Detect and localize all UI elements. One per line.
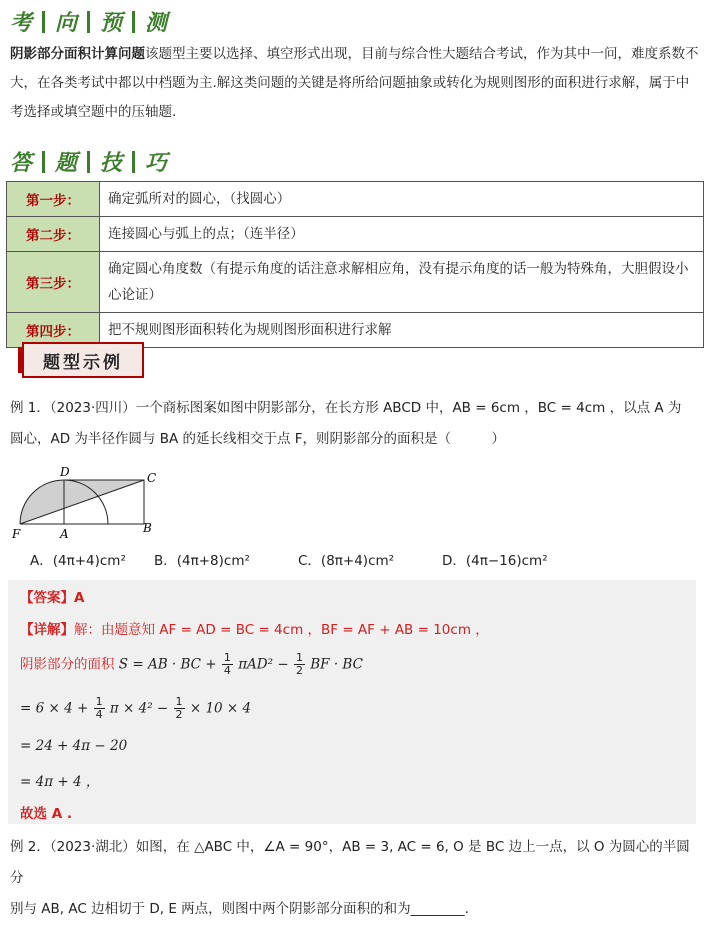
table-row xyxy=(7,217,704,252)
formula-line xyxy=(20,652,363,677)
fraction-half: $\frac{1}{2}$ xyxy=(175,695,183,721)
step-label: 第四步： xyxy=(7,313,100,348)
title-divider xyxy=(42,11,45,33)
intro-text: 该题型主要以选择、填空形式出现，目前与综合性大题结合考试，作为其中一问，难度系数不大，在各类考试中都以中档题为主.解这类问题的关键是将所给问题抽象或转化为规则图形的面积进行求解，属于中考选择或填空题中的压轴题. xyxy=(10,46,699,120)
calc-part: × 10 × 4 xyxy=(189,700,252,717)
fraction-half: $\frac{1}{2}$ xyxy=(295,651,303,677)
option-a: A．(4π+4)cm² xyxy=(30,553,126,569)
option-b: B．(4π+8)cm² xyxy=(154,553,250,569)
title-divider xyxy=(132,151,135,173)
detail-tag: 【详解】 xyxy=(20,622,74,638)
shade-label: 阴影部分的面积 xyxy=(20,656,115,673)
calc-step3: = 4π + 4 ， xyxy=(20,774,100,790)
title-char: 答 xyxy=(10,150,33,176)
conclusion: 故选 A . xyxy=(20,806,72,822)
answer-line xyxy=(20,586,84,606)
step-label: 第二步： xyxy=(7,217,100,252)
title-char: 巧 xyxy=(145,150,168,176)
intro-bold: 阴影部分面积计算问题 xyxy=(10,46,145,62)
table-row xyxy=(7,182,704,217)
steps-table xyxy=(6,181,704,348)
example2-line1: 例 2．（2023·湖北）如图，在 △ABC 中，∠A = 90°，AB = 3, AC = 6, O 是 BC 边上一点，以 O 为圆心的半圆分 xyxy=(10,839,690,886)
title-char: 题 xyxy=(55,150,78,176)
calc-step1 xyxy=(20,696,251,721)
step-text: 确定弧所对的圆心，（找圆心） xyxy=(100,182,704,217)
step-text: 把不规则图形面积转化为规则图形面积进行求解 xyxy=(100,313,704,348)
detail-line xyxy=(20,618,489,638)
answer-panel xyxy=(8,580,696,824)
title-divider xyxy=(42,151,45,173)
label-f: F xyxy=(12,527,21,541)
example2-question xyxy=(10,832,700,925)
example2-line2: 别与 AB, AC 边相切于 D, E 两点，则图中两个阴影部分面积的和为________. xyxy=(10,901,469,917)
step-label: 第三步： xyxy=(7,252,100,313)
title-divider xyxy=(87,11,90,33)
title-char: 测 xyxy=(145,10,168,36)
title-char: 预 xyxy=(100,10,123,36)
title-divider xyxy=(87,151,90,173)
forecast-section-title xyxy=(10,6,167,37)
fraction-quarter: $\frac{1}{4}$ xyxy=(223,651,231,677)
calc-part: π × 4² − xyxy=(109,700,169,717)
example1-line1: 例 1．（2023·四川）一个商标图案如图中阴影部分，在长方形 ABCD 中，AB = 6cm ，BC = 4cm ，以点 A 为 xyxy=(10,400,682,416)
option-c: C．(8π+4)cm² xyxy=(298,553,395,569)
title-divider xyxy=(132,11,135,33)
label-d: D xyxy=(60,465,70,479)
formula-lhs: S = AB · BC + xyxy=(118,656,217,673)
table-row xyxy=(7,252,704,313)
label-a: A xyxy=(60,527,69,541)
label-c: C xyxy=(147,471,157,485)
example1-options xyxy=(30,549,548,569)
answer-tag: 【答案】 xyxy=(20,590,74,606)
option-d: D．(4π−16)cm² xyxy=(442,553,548,569)
step-label: 第一步： xyxy=(7,182,100,217)
calc-step2: = 24 + 4π − 20 xyxy=(20,738,128,754)
title-char: 向 xyxy=(55,10,78,36)
fraction-quarter: $\frac{1}{4}$ xyxy=(95,695,103,721)
step-text: 连接圆心与弧上的点；（连半径） xyxy=(100,217,704,252)
calc-part: = 6 × 4 + xyxy=(20,700,89,717)
intro-paragraph xyxy=(10,40,700,127)
example1-figure xyxy=(10,462,170,542)
detail-text: 解：由题意知 AF = AD = BC = 4cm ，BF = AF + AB = 10cm ， xyxy=(74,622,489,638)
formula-mid: πAD² − xyxy=(238,656,289,673)
example-type-badge: 题型示例 xyxy=(22,342,144,378)
example1-question xyxy=(10,393,700,455)
step-text: 确定圆心角度数（有提示角度的话注意求解相应角，没有提示角度的话一般为特殊角，大胆假设小心论证） xyxy=(100,252,704,313)
title-char: 考 xyxy=(10,10,33,36)
example1-line2: 圆心，AD 为半径作圆与 BA 的延长线相交于点 F，则阴影部分的面积是（ ） xyxy=(10,431,506,447)
title-char: 技 xyxy=(100,150,123,176)
label-b: B xyxy=(143,521,152,535)
answer-value: A xyxy=(74,590,85,606)
formula-rhs: BF · BC xyxy=(310,656,363,673)
skills-section-title xyxy=(10,146,167,177)
